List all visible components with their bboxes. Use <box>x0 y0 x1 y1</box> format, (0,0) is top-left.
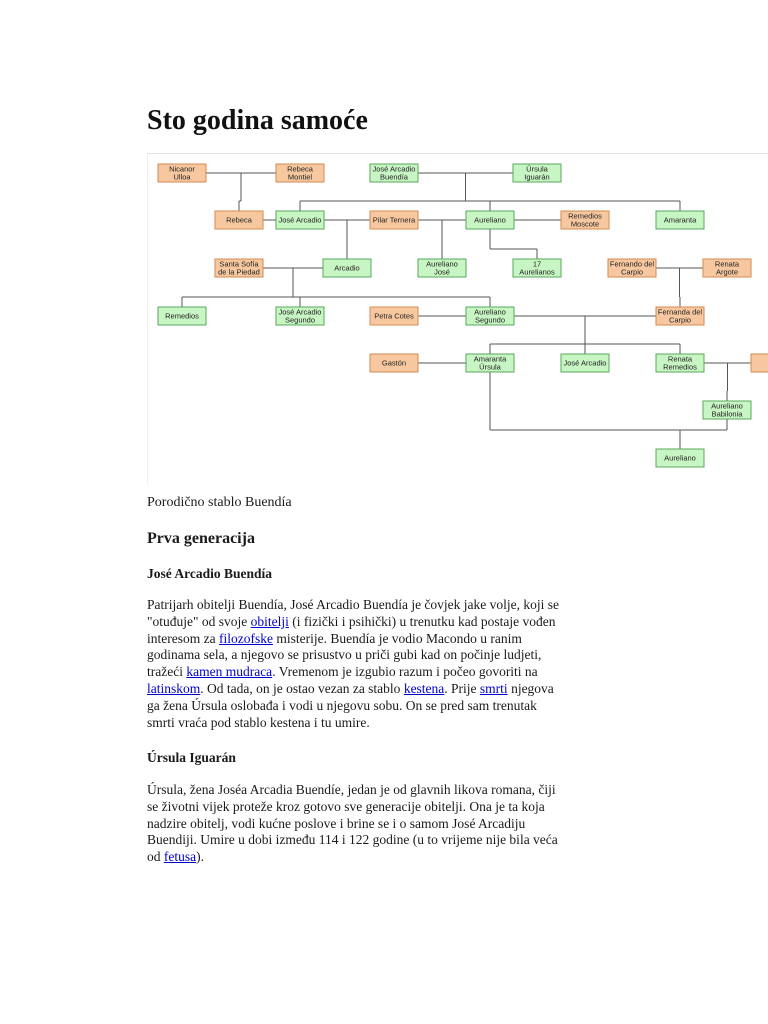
inline-link[interactable]: kamen mudraca <box>186 664 273 680</box>
text-run: "otuđuje" od svoje <box>147 613 251 629</box>
tree-node-renata-remedios <box>656 354 704 372</box>
paragraph-line <box>147 681 627 698</box>
paragraph-line <box>147 832 627 849</box>
tree-node-label: 17 <box>532 259 542 269</box>
tree-node-label: Montiel <box>287 172 313 182</box>
tree-node-label: Gastón <box>381 358 407 368</box>
tree-node-santa-sofia <box>215 259 263 277</box>
tree-node-label: Pilar Ternera <box>372 215 416 225</box>
text-run: Úrsula, žena Joséa Arcadia Buendíe, jedan je od glavnih likova romana, čiji <box>147 782 556 797</box>
tree-node-label: José Arcadio <box>372 164 416 174</box>
text-run: Buendiji. Umire u dobi između 114 i 122 godine (u to vrijeme nije bila veća <box>147 832 558 848</box>
inline-link[interactable]: fetusa <box>163 849 197 865</box>
tree-node-label: de la Piedad <box>218 267 260 277</box>
tree-node-remedios-moscote <box>561 211 609 229</box>
tree-node-label: Renata <box>714 259 740 269</box>
tree-node-label: Amaranta <box>663 215 697 225</box>
tree-node-label: Aureliano <box>426 259 458 269</box>
tree-node-label: José <box>434 267 450 277</box>
tree-node-label: Amaranta <box>473 354 507 364</box>
tree-node-label: Segundo <box>474 315 506 325</box>
tree-node-aureliano-last <box>656 449 704 467</box>
person-heading: Úrsula Iguarán <box>147 750 236 765</box>
tree-node-label: Nicanor <box>169 164 195 174</box>
tree-node-mauricio-babilonia <box>751 354 768 372</box>
tree-node-label: Úrsula <box>526 164 548 174</box>
tree-node-label: Babilonia <box>711 409 743 419</box>
family-tree-svg <box>148 154 768 484</box>
figure-caption: Porodično stablo Buendía <box>147 495 292 510</box>
tree-node-label: Moscote <box>570 219 600 229</box>
person-heading: José Arcadio Buendía <box>147 566 273 581</box>
tree-node-label: Aureliano <box>474 307 506 317</box>
tree-node-aureliano-1 <box>466 211 514 229</box>
tree-node-label: Fernando del <box>609 259 655 269</box>
text-run: Patrijarh obitelji Buendía, José Arcadio Buendía je čovjek jake volje, koji se <box>147 597 560 612</box>
tree-node-label: Arcadio <box>334 263 360 273</box>
inline-link[interactable]: latinskom <box>147 680 201 696</box>
tree-node-label: José Arcadio <box>563 358 607 368</box>
tree-node-label: Iguarán <box>524 172 550 182</box>
paragraph-line <box>147 597 627 614</box>
tree-node-aureliano-babilonia <box>703 401 751 419</box>
tree-node-remedios <box>158 307 206 325</box>
inline-link[interactable]: smrti <box>479 680 508 696</box>
paragraph-line <box>147 715 627 732</box>
text-run: ga žena Úrsula oslobađa i vodi u njegovu sobu. On se pred sam trenutak <box>147 697 537 713</box>
tree-node-pilar-ternera <box>370 211 418 229</box>
tree-node-label: Argote <box>715 267 739 277</box>
text-run: . Vremenom je izgubio razum i počeo govoriti na <box>272 664 538 680</box>
tree-node-label: Renata <box>667 354 693 364</box>
tree-node-petra-cotes <box>370 307 418 325</box>
tree-node-label: Ulloa <box>173 172 191 182</box>
tree-node-label: Fernanda del <box>657 307 703 317</box>
text-run: se životni vijek proteže kroz gotovo sve generacije obitelji. Ona je ta koja <box>147 798 545 814</box>
tree-node-jose-arcadio-2 <box>276 211 324 229</box>
tree-node-label: Segundo <box>284 315 316 325</box>
tree-node-gaston <box>370 354 418 372</box>
tree-node-jose-arcadio-buendia <box>370 164 418 182</box>
tree-node-aureliano-jose <box>418 259 466 277</box>
tree-node-label: Rebeca <box>226 215 252 225</box>
family-tree-diagram <box>147 153 768 484</box>
tree-node-amaranta <box>656 211 704 229</box>
tree-node-fernando-del-carpio <box>608 259 656 277</box>
paragraph-line <box>147 782 627 799</box>
tree-node-label: Remedios <box>568 211 602 221</box>
tree-node-label: Remedios <box>165 311 199 321</box>
text-run: njegova <box>507 680 554 696</box>
tree-node-aureliano-segundo <box>466 307 514 325</box>
text-run: misterije. Buendía je vodio Macondo u ranim <box>272 630 522 646</box>
paragraph-line <box>147 799 627 816</box>
tree-node-label: Petra Cotes <box>374 311 414 321</box>
tree-node-rebeca <box>215 211 263 229</box>
paragraph-line <box>147 664 627 681</box>
tree-node-label: José Arcadio <box>278 307 322 317</box>
tree-node-nicanor <box>158 164 206 182</box>
person-paragraph <box>147 782 627 866</box>
inline-link[interactable]: obitelji <box>250 613 289 629</box>
paragraph-line <box>147 631 627 648</box>
tree-node-label: Aureliano <box>664 453 696 463</box>
tree-node-jose-arcadio-3 <box>561 354 609 372</box>
paragraph-line <box>147 849 627 866</box>
tree-node-label: Úrsula <box>479 362 501 372</box>
tree-node-label: Santa Sofía <box>219 259 259 269</box>
tree-node-fernanda-del-carpio <box>656 307 704 325</box>
tree-node-rebeca-montiel <box>276 164 324 182</box>
tree-node-jose-arcadio-segundo <box>276 307 324 325</box>
text-run: godinama sela, a njegovo se prisustvo u priči gubi kad on počinje ludjeti, <box>147 647 542 663</box>
inline-link[interactable]: kestena <box>403 680 445 696</box>
paragraph-line <box>147 698 627 715</box>
text-run: . Od tada, on je ostao vezan za stablo <box>200 680 404 696</box>
tree-node-label: Buendía <box>380 172 408 182</box>
tree-node-label: Aurelianos <box>519 267 555 277</box>
section-heading: Prva generacija <box>147 530 255 547</box>
text-run: . Prije <box>444 680 480 696</box>
tree-node-label: Rebeca <box>287 164 313 174</box>
page-title: Sto godina samoće <box>147 105 368 136</box>
person-paragraph <box>147 597 627 731</box>
tree-node-label: José Arcadio <box>278 215 322 225</box>
tree-node-renata-argote <box>703 259 751 277</box>
text-run: (i fizički i psihički) u trenutku kad postaje vođen <box>288 613 556 629</box>
paragraph-line <box>147 816 627 833</box>
text-run: od <box>147 849 164 865</box>
tree-node-label: Carpio <box>668 315 692 325</box>
tree-node-label: Remedios <box>663 362 697 372</box>
tree-node-arcadio <box>323 259 371 277</box>
tree-node-label: Aureliano <box>474 215 506 225</box>
text-run: smrti vraća pod stablo kestena i tu umire. <box>147 714 370 730</box>
tree-node-label: Carpio <box>620 267 644 277</box>
tree-node-17-aurelianos <box>513 259 561 277</box>
text-run: nadzire obitelj, vodi kućne poslove i brine se i o samom José Arcadiju <box>147 815 526 831</box>
text-run: interesom za <box>147 630 219 646</box>
text-run: tražeći <box>147 664 187 680</box>
tree-node-label: Aureliano <box>711 401 743 411</box>
text-run: ). <box>196 849 204 865</box>
tree-node-box <box>751 354 768 372</box>
paragraph-line <box>147 614 627 631</box>
tree-node-amaranta-ursula <box>466 354 514 372</box>
inline-link[interactable]: filozofske <box>218 630 273 646</box>
paragraph-line <box>147 647 627 664</box>
tree-node-ursula-iguaran <box>513 164 561 182</box>
